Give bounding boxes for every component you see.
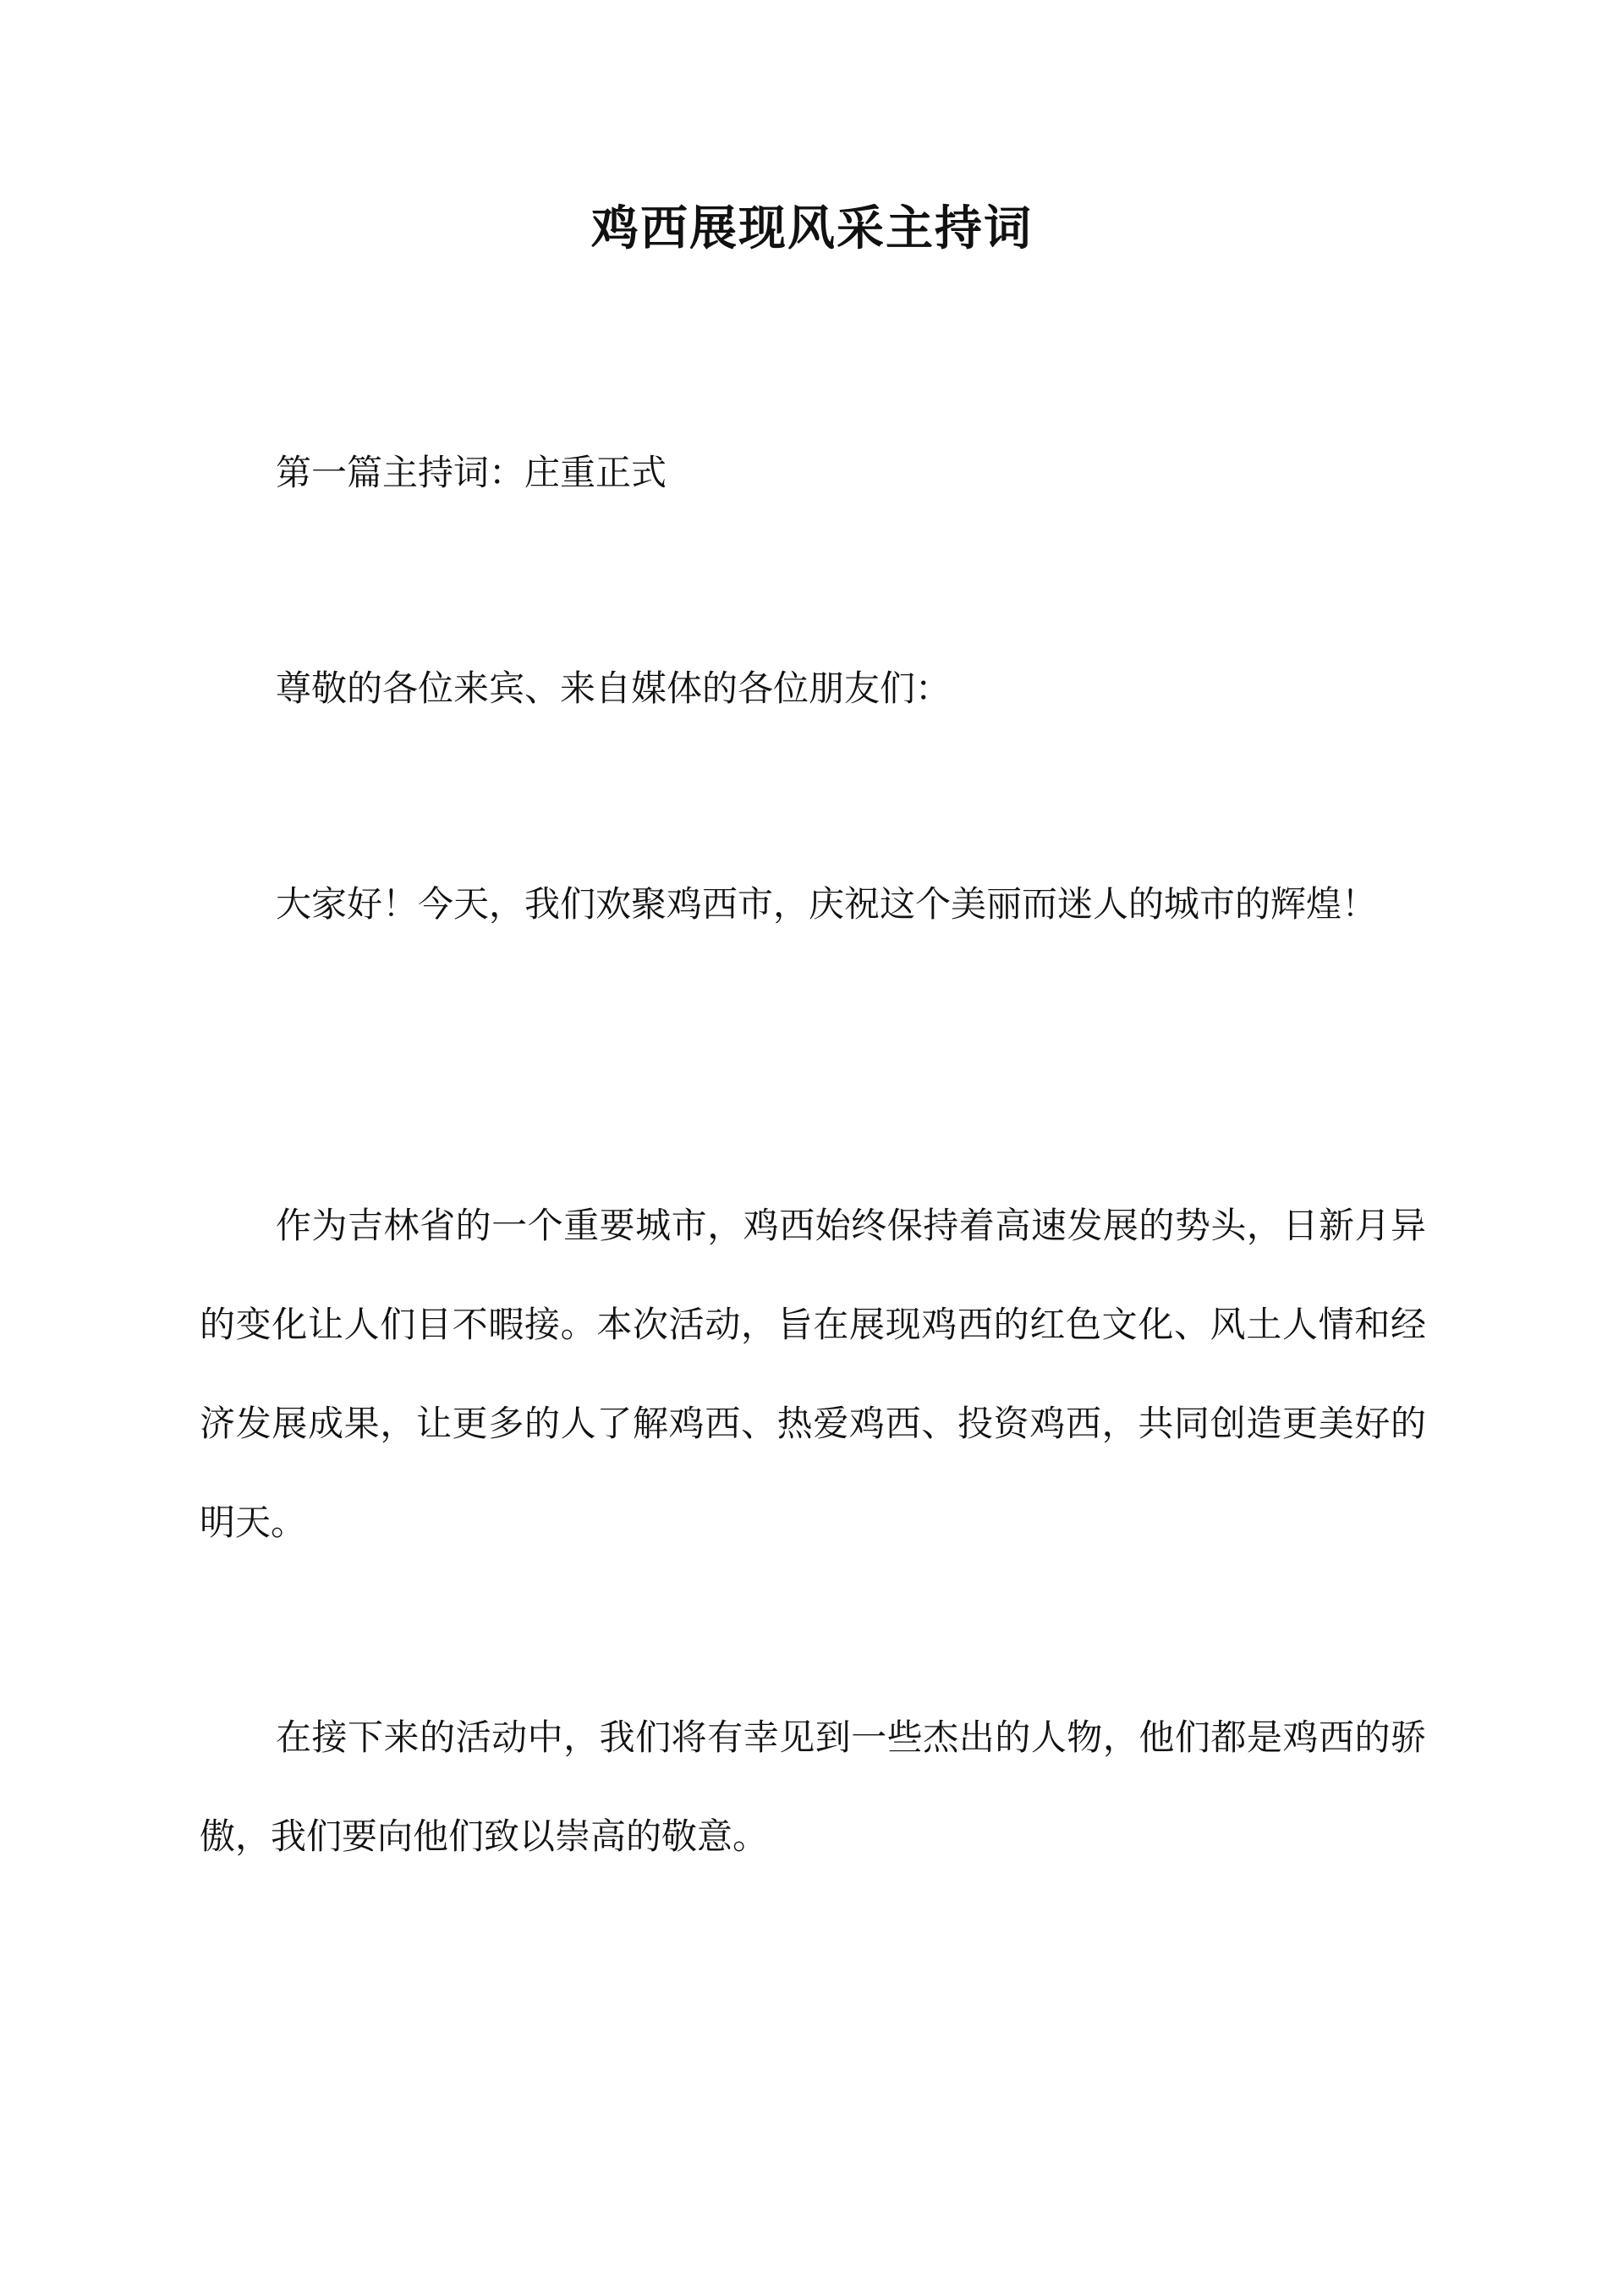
paragraph-heading: 第一篇主持词：庄重正式 — [276, 452, 667, 493]
document-title: 鸡西展现风采主持词 — [591, 200, 1033, 256]
paragraph-honorees: 在接下来的活动中，我们将有幸见到一些杰出的人物，他们都是鸡西的骄傲，我们要向他们致以崇高的敬意。 — [200, 1717, 1426, 1857]
paragraph-greeting: 尊敬的各位来宾、来自媒体的各位朋友们： — [276, 667, 952, 709]
paragraph-introduction: 作为吉林省的一个重要城市，鸡西始终保持着高速发展的势头，日新月异的变化让人们目不暇接。本次活动，旨在展现鸡西的红色文化、风土人情和经济发展成果，让更多的人了解鸡西、热爱鸡西、投资鸡西，共同创造更美好的明天。 — [200, 1205, 1426, 1543]
paragraph-welcome: 大家好！今天，我们欢聚鸡西市，庆祝这个美丽而迷人的城市的辉煌！ — [276, 883, 1378, 925]
